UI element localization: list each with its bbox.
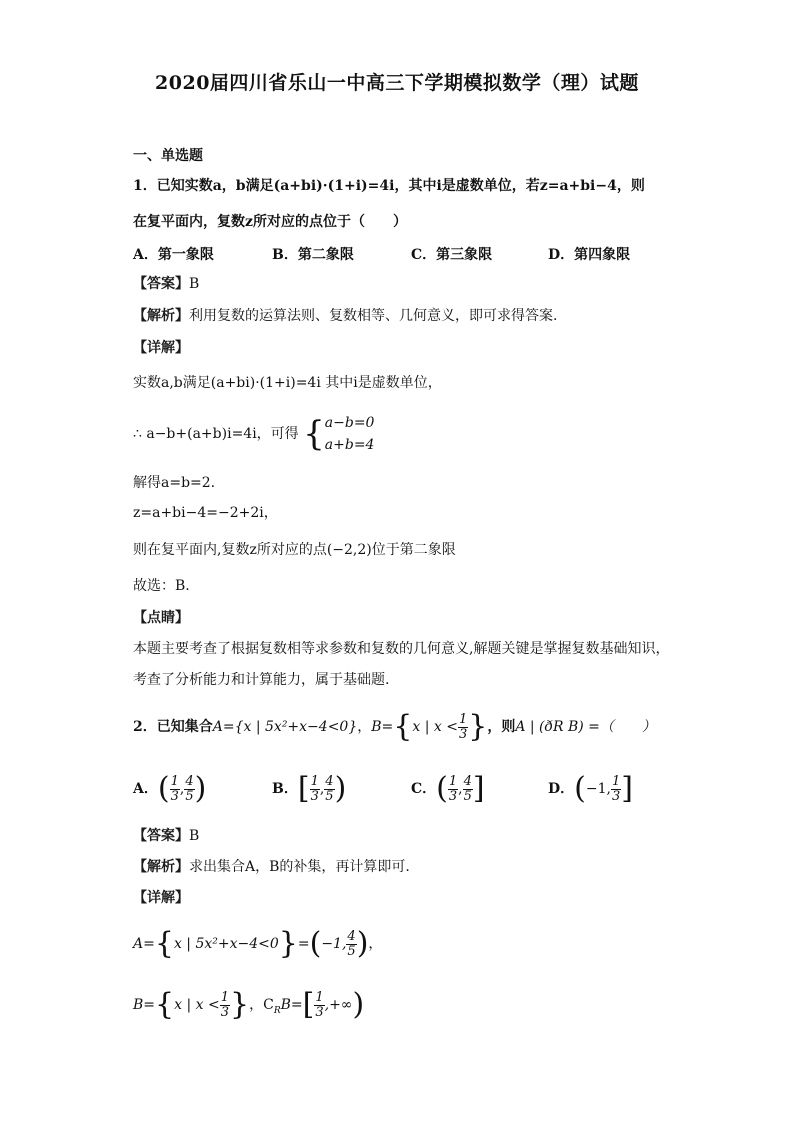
q2-detail-tag: 【详解】: [133, 890, 189, 906]
fraction: $\frac{4}{5}$: [347, 928, 356, 959]
analysis-text: 求出集合A，B的补集，再计算即可.: [189, 859, 410, 875]
fraction: $\frac{1}{3}$: [170, 773, 179, 804]
equation-2: a+b=4: [324, 437, 375, 453]
q1-detail-3: 解得a=b=2.: [133, 475, 216, 491]
analysis-text: 利用复数的运算法则、复数相等、几何意义，即可求得答案.: [189, 308, 558, 324]
q1-comment-2: 考查了分析能力和计算能力，属于基础题.: [133, 672, 390, 688]
answer-value: B: [189, 828, 200, 844]
fraction: $\frac{1}{3}$: [310, 773, 319, 804]
fraction: $\frac{4}{5}$: [185, 773, 194, 804]
left-brace: {: [303, 414, 325, 454]
q1-detail-2: [133, 412, 374, 456]
left-brace: {: [393, 709, 413, 744]
answer-value: B: [189, 276, 200, 292]
section-heading: 一、单选题: [133, 148, 203, 164]
q1-detail-5: 则在复平面内,复数z所对应的点(−2,2)位于第二象限: [133, 542, 456, 558]
fraction: $\frac{4}{5}$: [463, 773, 472, 804]
right-brace: }: [230, 987, 250, 1022]
q2-option-d: D．(−1, $\frac{1}{3}$ ]: [548, 771, 633, 806]
q1-option-b: B．第二象限: [272, 247, 354, 263]
fraction: $\frac{1}{3}$: [315, 989, 324, 1020]
q2-set-b-inner: x | x <: [412, 719, 458, 735]
q2-analysis: [133, 857, 410, 877]
fraction: $\frac{1}{3}$: [611, 773, 621, 804]
q2-detail-1: A={x | 5x²+x−4<0}=(−1, $\frac{4}{5}$ )，: [133, 926, 383, 961]
fraction: $\frac{1}{3}$: [458, 711, 468, 742]
q1-answer: [133, 274, 199, 294]
q1-detail-6: 故选：B.: [133, 578, 190, 594]
fraction: $\frac{1}{3}$: [220, 989, 229, 1020]
q1-detail-1: 实数a,b满足(a+bi)·(1+i)=4i 其中i是虚数单位，: [133, 375, 442, 391]
q1-stem-line1: 1．已知实数a，b满足(a+bi)·(1+i)=4i，其中i是虚数单位，若z=a+bi−4，则: [133, 178, 645, 194]
q1-option-d: D．第四象限: [548, 247, 631, 263]
q2-stem: 2．已知集合A={x | 5x²+x−4<0}，B={x | x < $\frac{1}{3}$ }，则A | (ðR B) =（ ）: [133, 709, 656, 744]
right-brace: }: [278, 926, 298, 961]
q1-stem-line2: 在复平面内，复数z所对应的点位于（ ）: [133, 214, 407, 230]
left-brace: {: [154, 926, 174, 961]
fraction: $\frac{1}{3}$: [448, 773, 458, 804]
q1-analysis: [133, 306, 557, 326]
q2-set-a: A={x | 5x²+x−4<0}: [212, 719, 358, 735]
left-brace: {: [155, 987, 175, 1022]
q2-stem-c: A | (ðR B) =（ ）: [515, 719, 656, 735]
q1-comment-1: 本题主要考查了根据复数相等求参数和复数的几何意义,解题关键是掌握复数基础知识，: [133, 641, 670, 657]
fraction: $\frac{4}{5}$: [325, 773, 334, 804]
answer-tag: 【答案】: [133, 276, 189, 292]
right-brace: }: [468, 709, 488, 744]
q1-option-a: A．第一象限: [133, 247, 214, 263]
q2-stem-a: 2．已知集合: [133, 719, 213, 735]
page-title: 2020届四川省乐山一中高三下学期模拟数学（理）试题: [155, 72, 639, 94]
q1-detail-2-left: ∴ a−b+(a+b)i=4i，可得: [133, 426, 299, 442]
answer-tag: 【答案】: [133, 828, 189, 844]
q1-option-c: C．第三象限: [411, 247, 493, 263]
analysis-tag: 【解析】: [133, 859, 189, 875]
analysis-tag: 【解析】: [133, 308, 189, 324]
q2-option-b: B．[ $\frac{1}{3}$ , $\frac{4}{5}$ ): [272, 771, 347, 806]
q2-option-a: A．( $\frac{1}{3}$ , $\frac{4}{5}$ ): [133, 771, 207, 806]
q2-option-c: C．( $\frac{1}{3}$ , $\frac{4}{5}$ ]: [411, 771, 485, 806]
q2-stem-b: ，则: [487, 719, 516, 735]
q1-detail-4: z=a+bi−4=−2+2i，: [133, 505, 278, 521]
q2-set-b-left: B=: [371, 719, 394, 735]
q2-detail-2: B={x | x < $\frac{1}{3}$ }，$C_RB=$[ $\frac{1}{3}$ ,+∞): [133, 987, 365, 1022]
equation-1: a−b=0: [324, 415, 375, 431]
q1-comment-tag: 【点睛】: [133, 610, 189, 626]
q1-detail-tag: 【详解】: [133, 340, 189, 356]
equation-system: [325, 412, 375, 456]
q2-answer: [133, 826, 199, 846]
